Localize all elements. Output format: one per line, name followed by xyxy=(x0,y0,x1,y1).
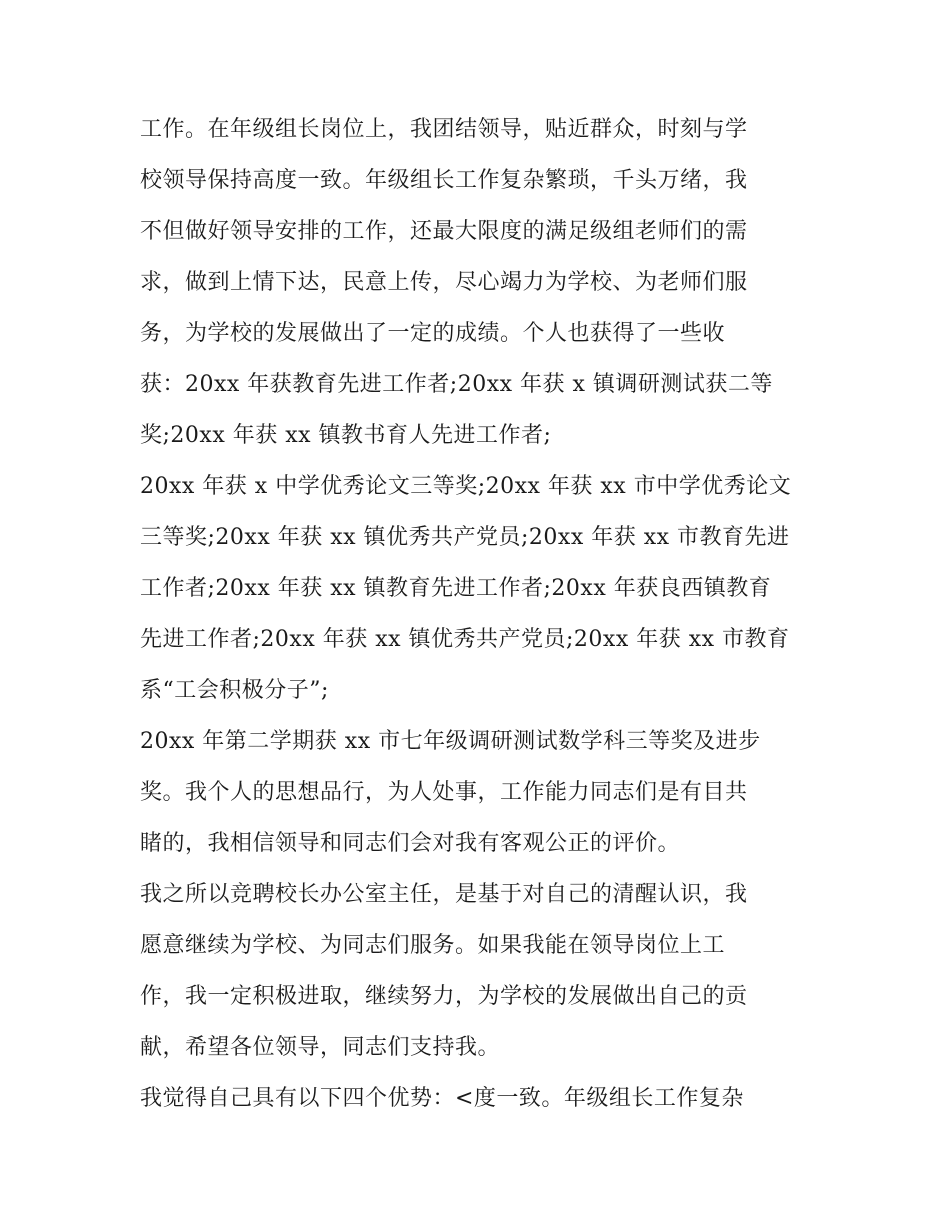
text-line: 务，为学校的发展做出了一定的成绩。个人也获得了一些收 xyxy=(140,321,726,346)
text-line: 先进工作者;20xx 年获 xx 镇优秀共产党员;20xx 年获 xx 市教育 xyxy=(140,627,790,652)
text-line: 奖。我个人的思想品行，为人处事，工作能力同志们是有目共 xyxy=(140,780,748,805)
text-line: 作，我一定积极进取，继续努力，为学校的发展做出自己的贡 xyxy=(140,984,748,1009)
text-line: 献，希望各位领导，同志们支持我。 xyxy=(140,1035,501,1060)
text-line: 我觉得自己具有以下四个优势：<度一致。年级组长工作复杂 xyxy=(140,1086,744,1111)
text-line: 校领导保持高度一致。年级组长工作复杂繁琐，千头万绪，我 xyxy=(140,168,748,193)
text-line: 愿意继续为学校、为同志们服务。如果我能在领导岗位上工 xyxy=(140,933,726,958)
text-line: 获：20xx 年获教育先进工作者;20xx 年获 x 镇调研测试获二等 xyxy=(140,372,773,397)
text-line: 奖;20xx 年获 xx 镇教书育人先进工作者; xyxy=(140,423,552,448)
text-line: 工作者;20xx 年获 xx 镇教育先进工作者;20xx 年获良西镇教育 xyxy=(140,576,772,601)
text-line: 20xx 年获 x 中学优秀论文三等奖;20xx 年获 xx 市中学优秀论文 xyxy=(140,474,792,499)
text-line: 三等奖;20xx 年获 xx 镇优秀共产党员;20xx 年获 xx 市教育先进 xyxy=(140,525,790,550)
text-line: 不但做好领导安排的工作，还最大限度的满足级组老师们的需 xyxy=(140,219,748,244)
text-line: 我之所以竞聘校长办公室主任，是基于对自己的清醒认识，我 xyxy=(140,882,748,907)
text-line: 睹的，我相信领导和同志们会对我有客观公正的评价。 xyxy=(140,831,681,856)
text-line: 20xx 年第二学期获 xx 市七年级调研测试数学科三等奖及进步 xyxy=(140,729,761,754)
text-line: 系“工会积极分子”; xyxy=(140,678,329,703)
body-text xyxy=(140,104,820,1124)
text-line: 求，做到上情下达，民意上传，尽心竭力为学校、为老师们服 xyxy=(140,270,748,295)
text-line: 工作。在年级组长岗位上，我团结领导，贴近群众，时刻与学 xyxy=(140,117,748,142)
